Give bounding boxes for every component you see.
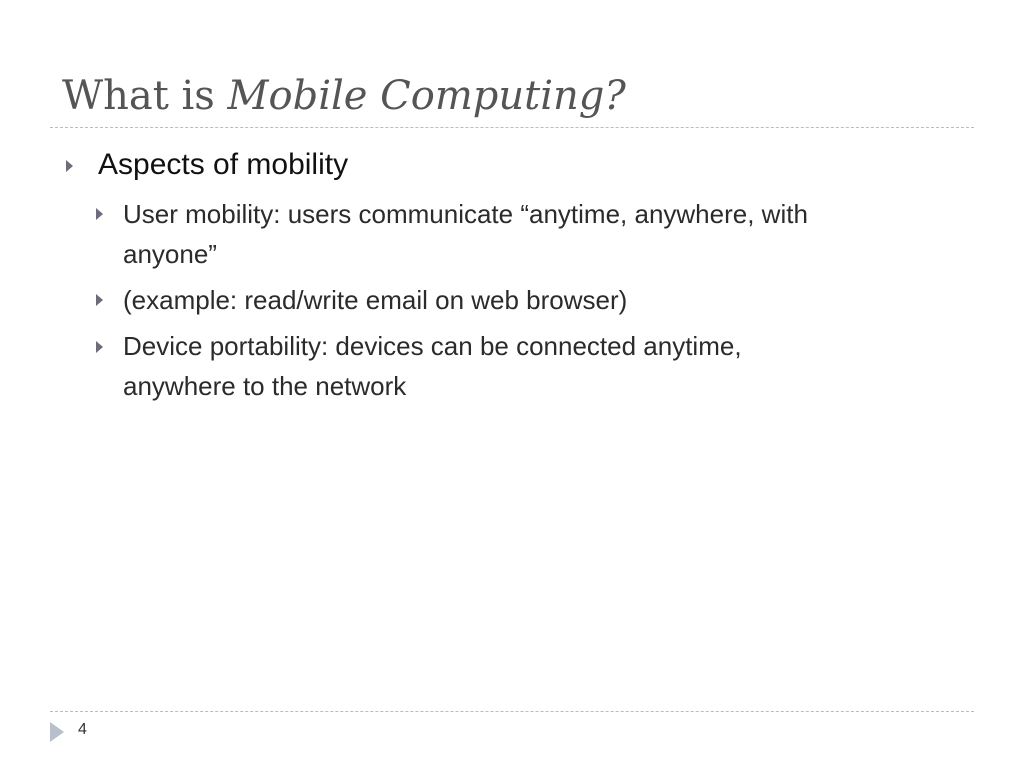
- bullet-device-portability-line2: anywhere to the network: [123, 371, 407, 401]
- bullet-user-mobility-line1: User mobility: users communicate “anytime, anywhere, with: [123, 199, 808, 229]
- footer-divider: [50, 711, 974, 712]
- triangle-right-icon: [66, 160, 73, 172]
- slide-marker-icon: [50, 722, 64, 742]
- bullet-aspects-of-mobility: Aspects of mobility: [98, 148, 349, 181]
- bullet-user-mobility-line2: anyone”: [123, 239, 217, 269]
- slide-title: [62, 68, 626, 124]
- triangle-right-icon: [96, 294, 103, 306]
- triangle-right-icon: [96, 341, 103, 353]
- bullet-device-portability-line1: Device portability: devices can be connected anytime,: [123, 331, 742, 361]
- bullet-example: (example: read/write email on web browser): [123, 285, 628, 315]
- page-number: 4: [78, 721, 87, 738]
- title-emphasis: Mobile Computing?: [227, 73, 626, 119]
- title-divider: [50, 127, 974, 128]
- title-text: What is: [62, 73, 228, 119]
- triangle-right-icon: [96, 208, 103, 220]
